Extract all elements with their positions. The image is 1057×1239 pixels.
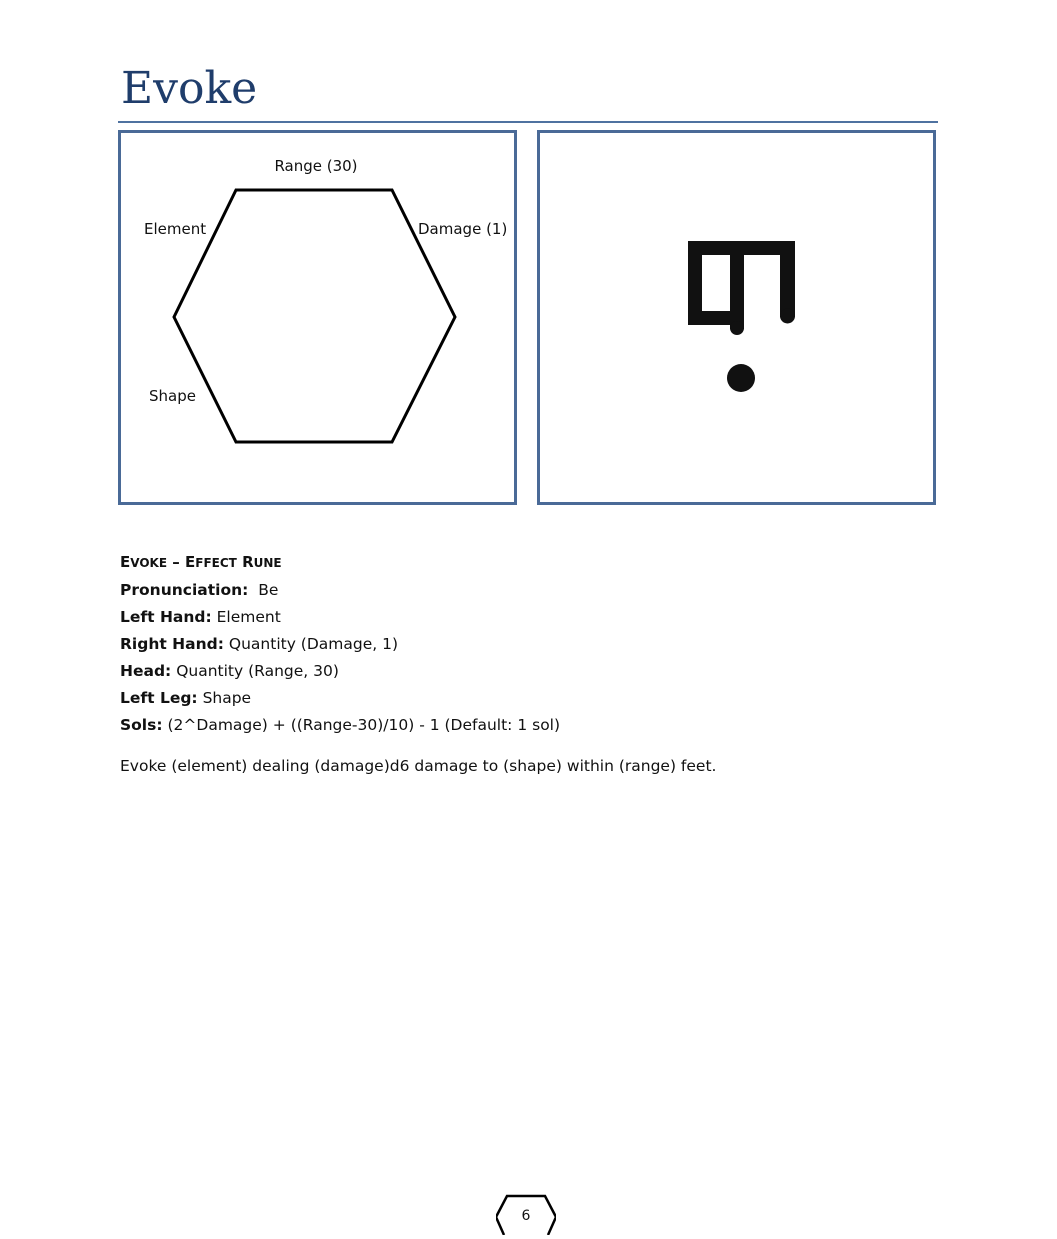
rune-glyph-panel	[537, 130, 936, 505]
rune-heading-dash: –	[172, 553, 180, 571]
sols-value: (2^Damage) + ((Range-30)/10) - 1 (Default: 1 sol)	[167, 716, 561, 734]
hexagon-diagram	[121, 133, 514, 502]
pronunciation-label: Pronunciation:	[120, 581, 249, 599]
title-underline	[118, 121, 938, 123]
page-number-badge	[496, 1193, 556, 1235]
right-hand-row	[120, 631, 940, 658]
hex-label-upper-right: Damage (1)	[418, 220, 508, 238]
rune-diagram-panel	[118, 130, 517, 505]
pronunciation-value: Be	[258, 581, 279, 599]
left-leg-label: Left Leg:	[120, 689, 198, 707]
rune-heading-name: EVOKE	[120, 553, 168, 571]
head-value: Quantity (Range, 30)	[176, 662, 339, 680]
head-label: Head:	[120, 662, 172, 680]
hex-label-lower-left: Shape	[149, 387, 196, 405]
left-leg-row	[120, 685, 940, 712]
pronunciation-row	[120, 577, 940, 604]
right-hand-label: Right Hand:	[120, 635, 224, 653]
page-number: 6	[521, 1208, 531, 1224]
rune-heading	[120, 549, 940, 577]
left-leg-value: Shape	[202, 689, 252, 707]
hexagon-shape	[174, 190, 455, 442]
head-row	[120, 658, 940, 685]
rune-details	[120, 549, 940, 739]
rune-heading-type: EFFECT RUNE	[185, 553, 282, 571]
sols-row	[120, 712, 940, 739]
page-title: Evoke	[121, 63, 258, 114]
rune-description: Evoke (element) dealing (damage)d6 damage to (shape) within (range) feet.	[120, 757, 717, 775]
sols-label: Sols:	[120, 716, 163, 734]
left-hand-row	[120, 604, 940, 631]
evoke-rune-glyph-icon	[540, 133, 933, 502]
right-hand-value: Quantity (Damage, 1)	[228, 635, 399, 653]
hex-label-upper-left: Element	[144, 220, 207, 238]
left-hand-value: Element	[216, 608, 281, 626]
hex-label-top: Range (30)	[274, 157, 358, 175]
left-hand-label: Left Hand:	[120, 608, 212, 626]
